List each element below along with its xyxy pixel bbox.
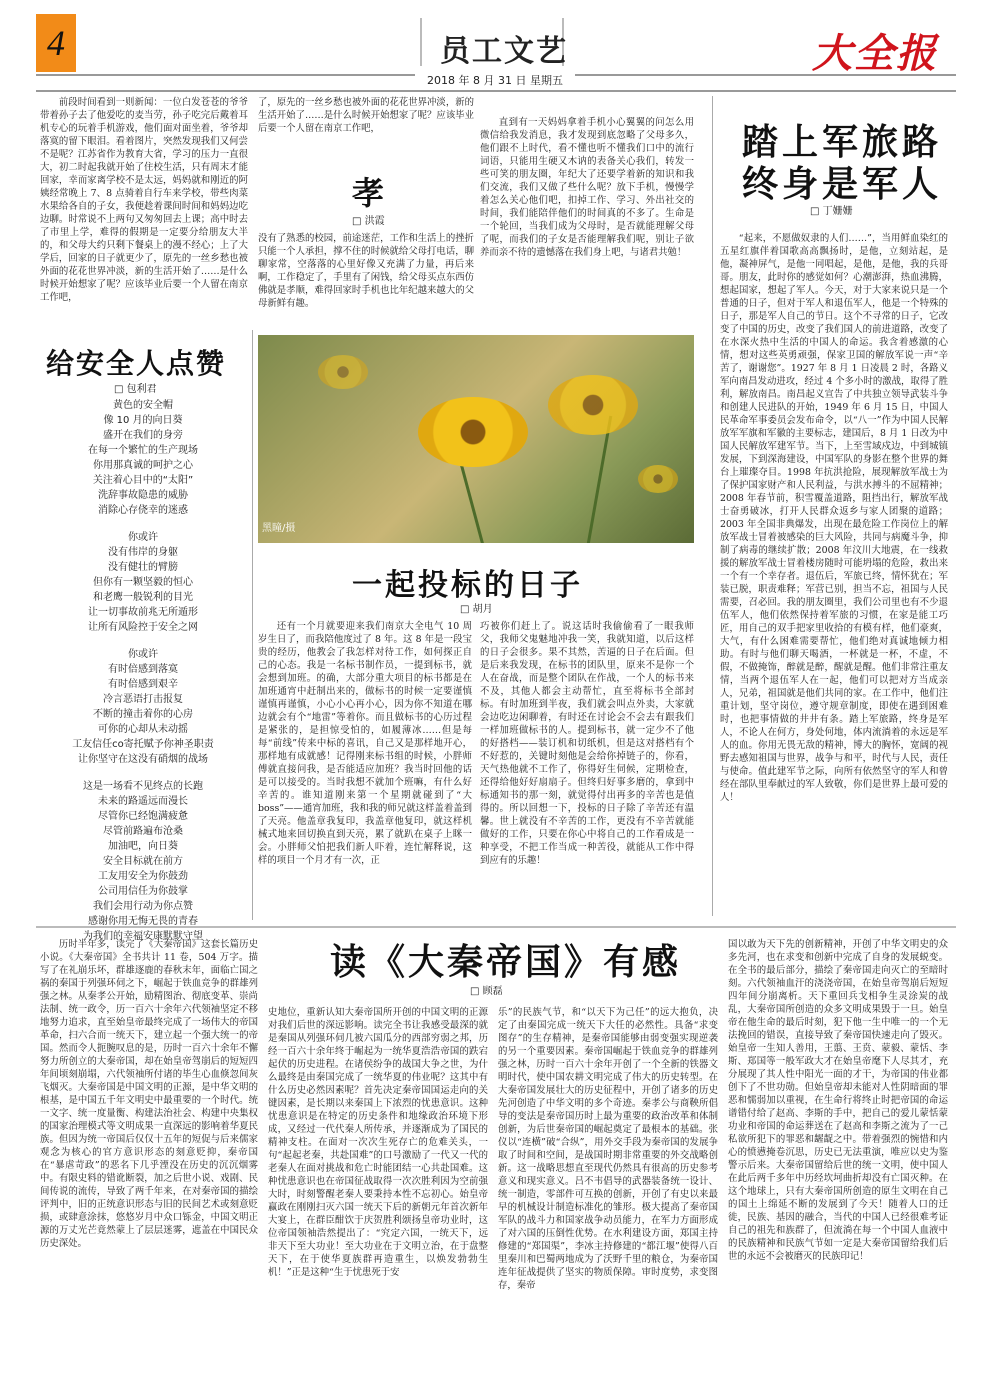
article-xiao-author: □ 洪霞 (352, 212, 385, 227)
poem-stanza: 你或许 有时倍感到落寞 有时倍感到艰辛 冷言恶语打击报复 不断的撞击着你的心房 可你的心却从未动摇 工友信任со寄托赋予你神圣职责 让你坚守在这没有硝烟的战场 (72, 649, 214, 765)
article-army-title-line1: 踏上军旅路 (742, 121, 943, 163)
article-qin-title: 读《大秦帝国》有感 (330, 941, 682, 983)
page-number: 4 (36, 14, 76, 72)
section-divider (36, 926, 956, 928)
article-qin-author: □ 顾磊 (470, 982, 503, 997)
column-divider (712, 96, 713, 916)
poem-stanza: 黄色的安全帽 像 10 月的向日葵 盛开在我们的身旁 在每一个繁忙的生产现场 你用那真诚的呵护之心 关注着心目中的“太阳” 洗辞事故隐患的威胁 消除心存侥幸的迷惑 (88, 400, 198, 516)
poem-body (40, 398, 246, 956)
article-bid-author: □ 胡月 (460, 600, 493, 615)
photo-credit: 黑瞳/摄 (262, 523, 296, 534)
newspaper-logo: 大全报 (812, 30, 938, 77)
article-xiao-col1: 前段时间看到一则新闻：一位白发苍苍的爷爷带着孙子去了他爱吃的麦当劳，孙子吃完后戴着耳机专心的玩着手机游戏，他们面对面坐着，爷爷却落寞的留下眼泪。看着图片，突然发现我们又何尝不是呢？江苏省作为教育大省，学习的压力一直很大，初二时起我就开始了住校生活，只有周末才能回家，幸而家离学校不是太远，妈妈就和刚近的阿姨经常晚上 7、8 点骑着自行车来学校，带些肉菜水果给各自的子女，我便趁着课间时间和妈妈边吃边聊。时常说不上两句又匆匆回去上课；高中时去了市里上学，难得的假期是一定要分给朋友大半的，和父母大约只剩下餐桌上的漫不经心；上了大学后，回家的日子就更少了，原先的一丝乡愁也被外面的花花世界冲淡，新的生活开始了……是什么时候开始想家了呢？应该毕业后要一个人留在南京工作吧， (40, 97, 248, 303)
article-army-body: “起来，不愿做奴隶的人们……”，当用鲜血染红的五星红旗伴着国歌高高飘扬时，是他，立刻站起，是他，凝神屏气，是他一同唱起，是他，是他，我的兵哥哥。朋友，此时你的感觉如何？心潮澎湃，热血沸腾，想起国家，想起了军人。今天，对于大家来说只是一个普通的日子，但对于军人和退伍军人，他是一个特殊的日子，那是军人自己的节日。这个不寻常的日子，它改变了中国的历史，改变了我们国人的前进道路，改变了在水深火热中生活的中国人的命运。我含着感激的心情，想对这些英勇顽强，保家卫国的解放军说一声“辛苦了，谢谢您”。1927 年 8 月 1 日凌晨 2 时，各路义军向南昌发动进攻，经过 4 个多小时的激战，取得了胜利，解放南昌。南昌起义宣告了中共独立领导武装斗争和创建人民进队的开始，1949 年 6 月 15 日，中国人民革命军事委员会发布命令，以“八一”作为中国人民解放军军旗和军徽的主要标志，建国后，8 月 1 日改为中国人民解放军建军节。当下，上至雪域戍边，中到城镇发展，下到深海建设，中国军队的身影在整个世界的舞台上璀璨夺目。1998 年抗洪抢险，展现解放军战士为了保护国家财产和人民利益，与洪水搏斗的不屈精神；2008 年春节前，积雪覆盖道路，阻挡出行，解放军战士奋勇破冰，打开人民群众返乡与家人团聚的道路；2003 年全国非典爆发，出现在最危险工作岗位上的解放军战士冒着被感染的巨大风险，共同与病魔斗争，抑制了病毒的继续扩散；2008 年汶川大地震，在一线救援的解放军战士冒着楼房随时可能坍塌的危险，救出来一个有一个幸存者。退伍后，军旅已终，情怀犹在；军装已脱，职责难释；军营已别，担当不忘，祖国与人民需要，召必回。我的朋友圈里，我们公司里也有不少退伍军人，他们依然保持着军旅的习惯，在家是能工巧匠，用自己的双手把家里收拾的有模有样，他们豪爽，大气，有什么困难需要帮忙，他们绝对真诚地倾力相助。有时与他们聊天喝酒，一杯就是一杯，不虚，不假，不做掩饰，醉就是醉，醒就是醒。他们非常注重友情，当两个退伍军人在一起，他们可以把对方当成亲人，兄弟，祖国就是他们共同的家。在工作中，他们注重计划，坚守岗位，遵守规章制度，即使在遇到困难时，也把事情做的井井有条。踏上军旅路，终身是军人，不论人在何方，身处何地，体内流淌着的永远是军人的血。你用无畏无敌的精神，博大的胸怀，宽阔的视野去感知祖国与世界，战争与和平，时代与人民，责任与使命。值此建军节之际，向所有依然坚守的军人和曾经在部队里奉献过的军人致敬，你们是世界上最可爱的人！ (720, 233, 948, 803)
poem-title: 给安全人点赞 (46, 347, 227, 380)
article-bid-col2: 巧被你们赶上了。说这话时我偷偷看了一眼我师父，我师父鬼魅地冲我一笑，我就知道，以后这样的日子会很多。果不其然，苦逼的日子在后面。但是后来我发现，在标书的团队里，原来不是你一个人在奋战，而是整个团队在作战，一个人的标书来不及，其他人都会主动帮忙，直至将标书全部封标。有时加班到半夜，我们就会叫点外卖，大家就会边吃边闲聊着，有时还在讨论会不会去有跟我们一样加班做标书的人。提到标书，就一定少不了他的好搭档——装订机和切纸机，但是这对搭档有个不好惹的，关键时刻他是会给你掉链子的，你看，天气热他就不工作了，你得好生伺候，定期检查，还得给他好好扇扇子。但终归好事多磨的，拿到中标通知书的那一刻，就觉得付出再多的辛苦也是值得的。所以回想一下，投标的日子除了辛苦还有温馨。世上就没有不辛苦的工作，更没有不辛苦就能做好的工作，只要在你心中将自己的工作看成是一种享受，不把工作当成一种苦役，就能从工作中得到应有的乐趣！ (480, 621, 694, 866)
poem-stanza: 你或许 没有伟岸的身躯 没有健壮的臂膀 但你有一颗坚毅的恒心 和老鹰一般锐利的目光 让一切事故前兆无所遁形 让所有风险控于安全之网 (88, 532, 198, 633)
article-qin-col4: 国以敢为天下先的创新精神，开创了中华文明史的众多先河，也在求变和创新中完成了自身的发展蜕变。在全书的最后部分，描绘了秦帝国走向灭亡的至暗时刻。六代领袖血汗的浇浇帝国，在始皇帝驾崩后短短四年间分崩离析。天下重回兵戈相争生灵涂炭的战乱，大秦帝国所创造的众多文明成果毁于一旦。始皇帝在他生命的最后时刻，犯下他一生中唯一的一个无法挽回的错误，直接导致了秦帝国快速走向了毁灭。始皇帝一生知人善用，王翦、王贲、蒙毅、蒙恬、李斯、郑国等一般军政大才在始皇帝麾下人尽其才，充分展现了其人性中阳光一面的才干，为帝国的伟业都创下了不世功勋。但始皇帝却未能对人性阴暗面的罪恶和懦弱加以重视，在生命行将终止时把帝国的命运谱错付给了赵高、李斯的手中，把自己的爱儿蒙恬蒙功业和帝国的命运葬送在了赵高和李斯之流为了一己私欲所犯下的罪恶和龌龊之中。带着强烈的惋惜和内心的愤懑掩卷沉思，历史已无法重演，唯应以史为鉴警示后来。大秦帝国留给后世的统一文明，使中国人在此后两千多年中历经坎坷曲折却没有亡国灭种。在这个地球上，只有大秦帝国所创造的原生文明在自己的国土上绵延不断的发展到了今天！随着人口的迁徙，民族、基因的融合，当代的中国人已经很难考证自己的祖先和族群了，但流淌在每一个中国人血液中的民族精神和民族气节如一定是大秦帝国留给我们后世的永远不会被磨灭的民族印记！ (728, 939, 948, 1262)
article-xiao-title: 孝 (352, 174, 385, 212)
article-qin-col1: 历时半年多，读完了《大秦帝国》这套长篇历史小说。《大秦帝国》全书共计 11 卷，504 万字。描写了在礼崩乐坏，群雄逐鹿的春秋末年，面临亡国之祸的秦国于列强环伺之下，崛起于铁血竞争的群雄列强之林。从秦孝公开始，励精图治、彻底变革、崇尚法制、统一政令，历一百六十余年六代领袖坚定不移地努力追求，直至始皇帝最终完成了一场伟大的帝国革命，扫六合而一统天下，建立起一个强大统一的帝国。然而令人扼腕叹息的是，历时一百六十余年不懈努力所创立的大秦帝国，却在始皇帝驾崩后的短短四年间顷刻崩塌，六代领袖所付诸的毕生心血倏忽间灰飞烟灭。大秦帝国是中国文明的正源，是中华文明的根基，是中国五千年文明史中最重要的一个时代。统一文字、统一度量衡、构建法治社会、构建中央集权的国家治理模式等文明成果一直深远的影响着华夏民族。但因为统一帝国后仅仅十五年的短促与后来儒家观念为核心的官方意识形态的刻意贬抑，秦帝国在“暴虐苛政”的恶名下几乎湮没在历史的沉沉烟雾中。有限史料的错讹断裂，加之后世小说、戏剧、民间传说的流传，导致了两千年来，在对秦帝国的描绘评判中，旧的正统意识形态与旧的民间艺术或刻意贬损，或肆意涂抹，悠悠岁月中众口铄金，中国文明正源的万丈光芒竟然蒙上了层层迷雾，遮盖在中国民众历史深处。 (40, 939, 258, 1249)
article-xiao-col1-cont: 了，原先的一丝乡愁也被外面的花花世界冲淡，新的生活开始了……是什么时候开始想家了呢？应该毕业后要一个人留在南京工作吧， (258, 97, 474, 134)
article-army-title-line2: 终身是军人 (742, 163, 943, 205)
article-qin-col2: 史地位，重新认知大秦帝国所开创的中国文明的正源对我们后世的深远影响。读完全书让我感受最深的就是秦国从列强环伺几被六国瓜分的西部穷弱之邦，历经一百六十余年终于崛起为一统华夏浩浩帝国的跌宕起伏的历史进程。在诸侯纷争的战国大争之世，为什么最终是由秦国完成了一统华夏的伟业呢？这其中有什么历史必然因素呢？首先决定秦帝国国运走向的关键因素，是长期以来秦国上下浓烈的忧患意识。这种忧患意识是在特定的历史条件和地缘政治环境下形成，又经过一代代秦人所传承，并逐渐成为了国民的精神支柱。在面对一次次生死存亡的危难关头，一句“起起老秦，共赴国难”的口号激励了一代又一代的老秦人在面对挑战和危亡时能团结一心共赴国难。这种忧患意识也在帝国征战取得一次次胜利因为空前强大时，时刻警醒老秦人要秉持本性不忘初心。始皇帝赢政在刚刚扫灭六国一统天下后的新朝元年首次新年大宴上，在群臣酣饮于庆贺胜利颂扬皇帝功业时，这位帝国领袖浩然提出了：“究定六国，一统天下，远非天下至大功业！至大功业在于文明立治，在于盘整天下，在于使华夏族群再造重生，以焕发勃勃生机！”正是这种“生于忧患死于安 (268, 1007, 488, 1278)
column-divider (252, 330, 253, 920)
article-xiao-col3: 直到有一天妈妈拿着手机小心翼翼的问怎么用微信给我发消息，我才发现到底忽略了父母多久，他们跟不上时代，看不懂也听不懂我们口中的流行词语，只能用生硬又木讷的表备关心我们，转发一些可笑的朋友圈，年纪大了还要学着新的知识和我们交流，我们又做了些什么呢？放下手机，慢慢学着怎么关心他们吧，扣掉工作、学习、外出社交的时间，我们能陪伴他们的时间真的不多了。生命是一个轮回，当我们成为父母时，是否就能理解父母了呢，而我们的子女是否能理解我们呢，别让子欲养而亲不待的遗憾落在我们身上吧，与诸君共勉！ (480, 117, 694, 258)
article-bid-col1: 还有一个月就要迎来我们南京大全电气 10 周岁生日了，而我陪他度过了 8 年。这 8 年是一段宝贵的经历，他教会了我怎样对待工作，如何探正自己的心态。我是一名标书制作员，一提到标书，就会想到加班。的确，大部分重大项目的标书都是在加班通宵中赶制出来的，做标书的时候一定要谨慎谨慎再谨慎，小心小心再小心，因为你不知道在哪边就会有个“地雷”等着你。而且做标书的心历过程是紧张的，是担惊受怕的，如履薄冰……但是每每“前线”传来中标的喜讯，自己又是那样地开心，那样地有成就感！记得刚来标书组的时候，小胖师傅就直接问我，是否能适应加班？我当时回他的话是可以接受的。当时我想不就加个班嘛，有什么好辛苦的。谁知道刚来第一个星期就碰到了“大 boss”——通宵加班，我和我的师兄就这样盖着盖到了天亮。他盖章我复印，我盖章他复印，就这样机械式地来回切换直到天亮，累了就趴在桌子上眯一会。小胖师父怕把我们新人吓着，连忙解释说，这样的项目一个月才有一次，正 (258, 621, 472, 866)
flower-photo (258, 335, 694, 543)
poem-author: □ 包利君 (114, 380, 157, 395)
poem-stanza: 这是一场看不见终点的长跑 未来的路遥远而漫长 尽管你已经饱满疲惫 尽管前路遍布沧桑 加油吧，向日葵 安全目标就在前方 工友用安全为你鼓劲 公司用信任为你鼓掌 我们会用行动为你点赞 感谢你用无悔无畏的青春 为我们的幸福安康默默守望 (83, 781, 203, 942)
article-qin-col3: 乐”的民族气节，和“以天下为己任”的远大抱负，决定了由秦国完成一统天下大任的必然性。具备“求变图存”的生存精神，是秦帝国能够由弱变强实现逆袭的另一个重要因素。秦帝国崛起于铁血竞争的群雄列强之林，历时一百六十余年开创了一个全新的铁器文明时代，使中国农耕文明完成了伟大的历史转型。在大秦帝国发展壮大的历史征程中，开创了诸多的历史先河创造了中华文明的多个奇迹。秦孝公与商鞅所倡导的变法是秦帝国历时上最为重要的政治改革和体制创新，为后世秦帝国的崛起奠定了最根本的基础。张仪以“连横”破“合纵”，用外交手段为秦帝国的发展争取了时间和空间，是战国时期非常重要的外交战略创新。这一战略思想直至现代仍然具有很高的历史参考意义和现实意义。吕不韦倡导的武器装备统一设计、统一制造，零部件可互换的创新，开创了有史以来最早的机械设计制造标准化的雏形。极大提高了秦帝国军队的战斗力和国家战争动员能力，在军力方面形成了对六国的压倒性优势。在水利建设方面，郑国主持修建的“郑国渠”，李冰主持修建的“都江堰”使得八百里秦川和巴蜀两地成为了沃野千里的粮仓，为秦帝国连年征战提供了坚实的物质保障。审时度势，求变图存，秦帝 (498, 1007, 718, 1291)
article-xiao-col2: 没有了熟悉的校园，前途迷茫，工作和生活上的挫折只能一个人承担，撑不住的时候就给父母打电话，聊聊家常，空落落的心里好像又充满了力量，再后来啊，工作稳定了，手里有了闲钱，给父母买点东西仿佛就是孝顺，难得回家时手机也比年纪越来越大的父母新鲜有趣。 (258, 233, 474, 309)
issue-date: 2018 年 8 月 31 日 星期五 (415, 72, 575, 90)
article-bid-title: 一起投标的日子 (352, 568, 583, 603)
section-title: 员工文艺 (440, 34, 568, 69)
article-army-author: □ 丁姗姗 (810, 202, 853, 217)
